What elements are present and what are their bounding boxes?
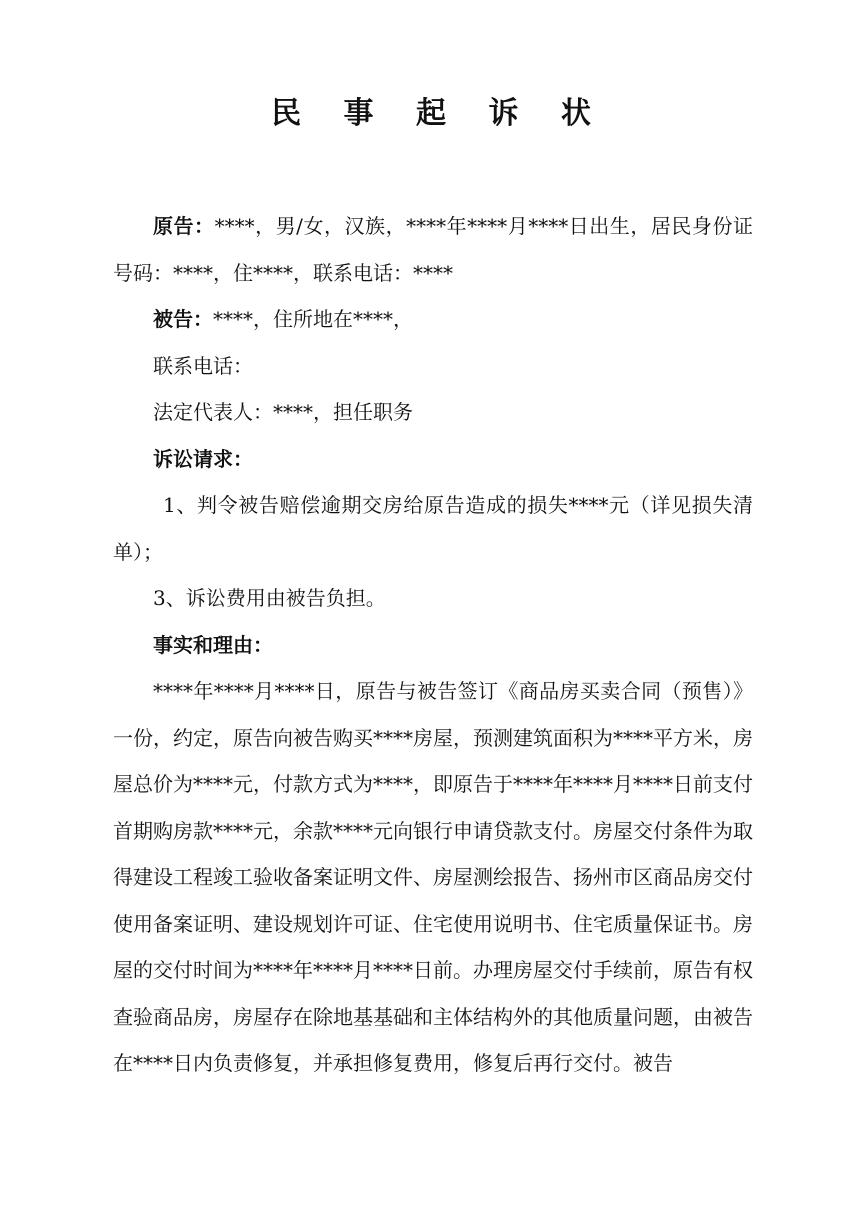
defendant-contact-phone: 联系电话： <box>153 353 253 378</box>
defendant-label: 被告： <box>153 307 213 331</box>
defendant-text: ****，住所地在****， <box>213 307 413 331</box>
document-body <box>113 203 753 1087</box>
defendant-paragraph <box>113 296 753 343</box>
document-title: 民 事 起 诉 状 <box>271 96 607 131</box>
plaintiff-text: ****，男/女，汉族，****年****月****日出生，居民身份证号码：****，住****，联系电话：**** <box>113 214 753 285</box>
facts-heading: 事实和理由： <box>153 632 273 657</box>
plaintiff-paragraph <box>113 203 753 296</box>
claims-heading: 诉讼请求： <box>153 446 253 471</box>
legal-representative: 法定代表人：****，担任职务 <box>153 400 413 424</box>
claim-item: 3、诉讼费用由被告负担。 <box>153 586 386 610</box>
plaintiff-label: 原告： <box>153 214 215 238</box>
facts-paragraph: ****年****月****日，原告与被告签订《商品房买卖合同（预售）》一份，约定，原告向被告购买****房屋，预测建筑面积为****平方米，房屋总价为****元，付款方式为****，即原告于****年****月****日前支付首期购房款****元，余款****元向银行申请贷款支付。房屋交付条件为取得建设工程竣工验收备案证明文件、房屋测绘报告、扬州市区商品房交付使用备案证明、建设规划许可证、住宅使用说明书、住宅质量保证书。房屋的交付时间为****年****月****日前。办理房屋交付手续前，原告有权查验商品房，房屋存在除地基基础和主体结构外的其他质量问题，由被告在****日内负责修复，并承担修复费用，修复后再行交付。被告 <box>113 679 753 1075</box>
claim-item: 1、判令被告赔偿逾期交房给原告造成的损失****元（详见损失清单）； <box>113 493 753 564</box>
